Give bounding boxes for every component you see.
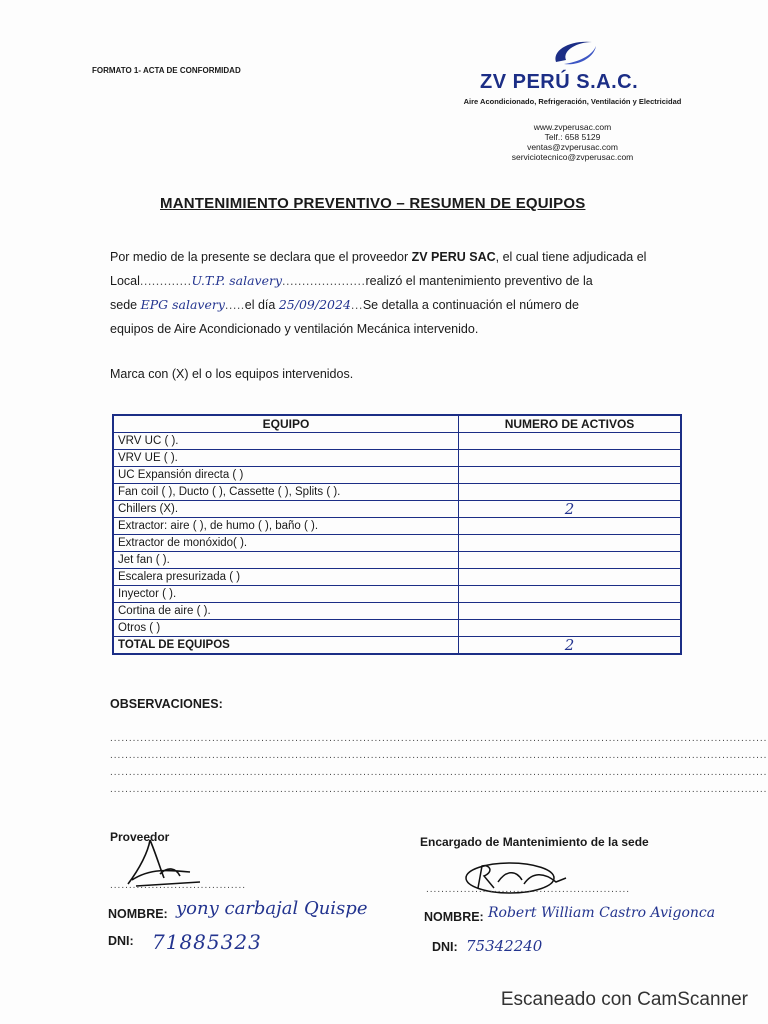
observaciones-line: .............................................................................................................................................................................. (110, 767, 768, 778)
instruction-text: Marca con (X) el o los equipos intervenidos. (110, 367, 354, 381)
table-row: Cortina de aire ( ). (113, 603, 681, 620)
company-email-sales: ventas@zvperusac.com (527, 142, 618, 152)
table-row: Extractor de monóxido( ). (113, 535, 681, 552)
table-row: VRV UC ( ). (113, 433, 681, 450)
observaciones-line: .............................................................................................................................................................................. (110, 784, 768, 795)
local-label: Local (110, 274, 140, 288)
company-name: ZV PERÚ S.A.C. (480, 71, 639, 93)
form-code: FORMATO 1- ACTA DE CONFORMIDAD (92, 66, 241, 75)
proveedor-label: Proveedor (110, 830, 170, 844)
encargado-sign-line: ...................................................... (426, 884, 631, 895)
observaciones-line: .............................................................................................................................................................................. (110, 733, 768, 744)
observaciones-label: OBSERVACIONES: (110, 697, 223, 711)
table-row: Otros ( ) (113, 620, 681, 637)
company-website: www.zvperusac.com (533, 122, 612, 132)
equipment-table (112, 414, 682, 655)
header-equipo: EQUIPO (113, 415, 459, 433)
document-title: MANTENIMIENTO PREVENTIVO – RESUMEN DE EQUIPOS (160, 195, 586, 212)
encargado-dni-value: 75342240 (466, 937, 543, 955)
proveedor-sign-line: .................................... (110, 880, 247, 891)
proveedor-nombre-label: NOMBRE: (108, 907, 168, 921)
sede-label: sede (110, 298, 138, 312)
encargado-dni-label: DNI: (432, 940, 458, 954)
encargado-nombre-value: Robert William Castro Avigonca (488, 905, 716, 921)
local-value: U.T.P. salavery (191, 273, 283, 288)
company-phone: Telf.: 658 5129 (544, 132, 601, 142)
table-row: Escalera presurizada ( ) (113, 569, 681, 586)
encargado-nombre-label: NOMBRE: (424, 910, 484, 924)
table-row: Extractor: aire ( ), de humo ( ), baño ( ). (113, 518, 681, 535)
intro-line-1: Por medio de la presente se declara que el proveedor ZV PERU SAC, el cual tiene adjudicada el (110, 250, 647, 264)
dia-label: el día (244, 298, 276, 312)
proveedor-nombre-value: yony carbajal Quispe (176, 898, 368, 919)
swoosh-logo-icon (548, 36, 600, 70)
table-row: Jet fan ( ). (113, 552, 681, 569)
table-header-row (113, 415, 681, 433)
intro-line-4: equipos de Aire Acondicionado y ventilación Mecánica intervenido. (110, 322, 479, 336)
dia-value: 25/09/2024 (278, 297, 351, 312)
total-row: TOTAL DE EQUIPOS 2 (113, 637, 681, 655)
table-row: Chillers (X). 2 (113, 501, 681, 518)
table-row: Fan coil ( ), Ducto ( ), Cassette ( ), Splits ( ). (113, 484, 681, 501)
company-email-service: serviciotecnico@zvperusac.com (511, 152, 634, 162)
provider-name: ZV PERU SAC (411, 250, 496, 264)
intro-line-2: Local.............U.T.P. salavery.....................realizó el mantenimiento preventivo de la (110, 273, 593, 288)
table-row: UC Expansión directa ( ) (113, 467, 681, 484)
header-activos: NUMERO DE ACTIVOS (459, 415, 682, 433)
camscanner-watermark: Escaneado con CamScanner (500, 989, 748, 1010)
observaciones-line: .............................................................................................................................................................................. (110, 750, 768, 761)
company-contact (470, 122, 675, 162)
proveedor-dni-value: 71885323 (152, 930, 262, 954)
proveedor-dni-label: DNI: (108, 934, 134, 948)
table-row: Inyector ( ). (113, 586, 681, 603)
encargado-label: Encargado de Mantenimiento de la sede (420, 835, 649, 849)
table-row: VRV UE ( ). (113, 450, 681, 467)
sede-value: EPG salavery (140, 297, 225, 312)
intro-line-3: sede EPG salavery.....el día 25/09/2024...Se detalla a continuación el número de (110, 297, 579, 312)
company-tagline: Aire Acondicionado, Refrigeración, Ventilación y Electricidad (463, 97, 682, 106)
